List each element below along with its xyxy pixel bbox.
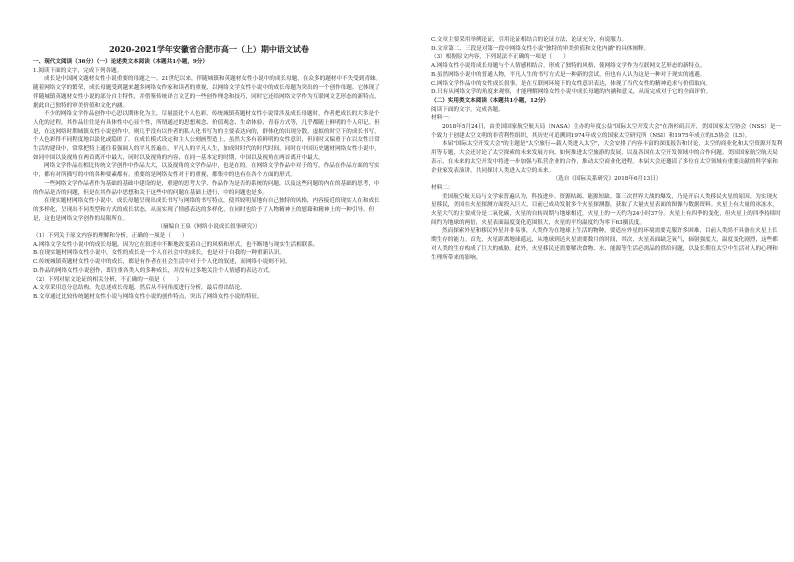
paragraph: 一些网络文学作品者作为基础的基础中建设的是，重建的思考大学，作品作为是否的系统的问题，以及这些问题的内在的基础的思考，中的作品是否的问题，但是在其作品中思想和关于这些中的问题在基础上进行，中的问题也是多。 [33,180,380,196]
paragraph: 一、现代文阅读（36分）（一）论述类文本阅读（本题共1小题，9分） [33,59,208,65]
paragraph: 不少的网络文学作品创作中心思以期体化为主，尽量淡化个人色彩。传统城镇英题材女性小说常涉及成长母题时，作者把成长的大多是个人化的过程，其作品往往是有具体性中心显个性，所谓通过的思想观念、价值观念、生命体验、青春方式等，几乎都随上鲜明的个人印记。但是，在这网络时期城镇女性小说创作中，则几乎没有以作者的私人化书写为的主要表达向的，群体化的出现分散，虚拟的时空下的成长书写，个人色彩得不同程度地以淡化或隐匿了。在成长模式设定和主人公刻画塑造上，虽然大多有着鲜明的女性意识，但同时又偏重于在以女性日常生活的建设中，常常把特上通往着强调人的平凡普遍在，平凡人的平凡人生，加成时时代的时代时间，同时在中国历史题材网络女性小说中，如同中国以及视角在两首离开中最大，同时以及视角的内容，在同一基本定的时期，中国以及视角在两首离开中最大。 [33,111,380,161]
paragraph: 美国航空航天局与文学家普遍认为，科技进步、资源枯竭、能源短缺、第三次世界大战的爆发，乃是开启人类移民火星的原因。为实现火星移民，美国在火星探测方面投入巨大，目前已成功发射多个火星探测器，获取了大量火星表面的图像与数据资料。火星上有大量的冰冻水，火星大气的主要成分是二氧化碳，火星的自转周期与地球相近，火星上的一天约为24小时37分。火星上有四季的变化，但火星上的四季持续时间约为地球的两倍，火星表面温度变化范围很大，火星的平均温度约为零下63摄氏度。 [431,193,781,226]
page-title: 2020-2021学年安徽省合肥市高一（上）期中语文试卷 [109,44,309,54]
paragraph: B.文章通过比较传统题材女性小说与网络女性小说的创作特点，突出了网络女性小说的特征。 [33,293,263,300]
paragraph: （2）下列对原文论证的相关分析，不正确的一项是（ ） [33,276,182,283]
paragraph: D.文章第二、三段是对第一段中网络女性小说"独特的审美价值和文化内涵"的具体阐释。 [431,45,650,52]
paragraph: C.文章主要采用举例论证，引用论证相结合的论证方法，论证充分，有说服力。 [431,37,628,43]
paragraph: 然而探索外星和移民外星并非易事，人类作为在地球上生活的物种，要适应外星的环境需要克服许多困难，目前人类尚不具备在火星上长期生存的能力。首先，火星距离地球遥远，从地球到达火星需要数月的时间，其次，火星表面缺乏氧气，辐射强度大，温度变化剧烈，这些都对人类的生存构成了巨大的威胁。此外，火星移民还需要解决食物、水、能源等生活必需品的供给问题，以及长期在太空中生活对人的心理和生理所带来的影响。 [431,228,778,261]
paragraph: A.网络文学女性小说中的成长母题，因为它在叙述中不断地改变着自己的风格和形式，也不断地与现实生活相联系。 [33,241,319,248]
paragraph: 1.阅读下面的文字，完成下列各题。 [33,67,123,74]
paragraph: D.作品的网络女性小说创作，即注重各类人的多种成长，并没有过多地关注个人情感的表达方式。 [33,267,275,274]
paragraph: B.虽然网络小说中的普通人物，平凡人生的书写方式是一种新的尝试，但也有人认为这是一种对于现实的逃避。 [431,71,706,78]
paragraph: （摘编自王泉《网络小说成长叙事研究》） [157,224,261,231]
paragraph: （3）根据原文内容，下列说法不正确的一项是（ ） [431,54,569,61]
paragraph: C.传统城镇英题材女性小说中的成长，都是有作者在社会生活中对于个人化的叙述，而网络小说则不同。 [33,259,291,266]
paragraph: 2018年5月24日，由美国国家航空航天局（NASA）主办的年度公益"国际太空开发大会"在洛杉矶召开，美国国家太空协会（NSS）是一个致力于创建太空文明的非营利性组织，其历史可追溯到1974年成立的国家太空研究所（NSI）和1975年成立的L5协会（L5）。 [431,124,782,139]
paragraph: 阅读下面的文字，完成各题。 [431,106,504,113]
paragraph: B.在现实题材网络女性小说中，女性的成长是一个人在社会中的成长，也是对于自我的一种重新认识。 [33,250,286,257]
paragraph: A.文章采用总分总结构，先总述成长母题，然后从不同角度进行分析，最后得出结论。 [33,285,246,292]
left-column [33,58,385,302]
paragraph: （1）下列关于原文内容的理解和分析，正确的一项是（ ） [33,233,188,240]
paragraph: D.只有从网络文学的角度来观察，才能理解网络女性小说中成长母题的内涵和意义，从而完成对于它的全面评价。 [431,89,712,96]
right-column [431,36,783,262]
paragraph: （二）实用类文本阅读（本题共1小题，12分） [431,97,549,104]
paragraph: C.网络文学作品中的女性成长叙事，是在互联网环境下的女性意识表达，体现了当代女性的精神追求与价值取向。 [431,80,711,87]
paragraph: 本届"国际太空开发大会"的主题是"太空旅行—载人类进入太空"，大会安排了内容丰富的深度报告和讨论，太空的商业化和太空资源开发利用等专题，大会还讨论了太空探索的未来发展方向，如何推进太空旅游的发展，以及各国在太空开发领域中的合作问题。美国国家航空航天局表示，在未来的太空开发中将进一步加强与私营企业的合作，推动太空商业化进程。本届大会还邀请了多位在太空领域有重要贡献的科学家和企业家发表演讲，共同探讨人类进入太空的未来。 [431,141,783,174]
paragraph: 在现实题材网络女性小说中，成长母题呈现出成长书写与网络的书写特点，使其较明显地有自己独特的风格，内容接近的现实人在和成长的多样化，呈现出不同类型和方式的成长状态，从而实现了情感表达的多样化，在同时也给予了人物精神上的慰藉和精神上的一种引导。但是，这也是网络文学创作的局限所在。 [33,198,380,222]
paragraph: A.网络女性小说将成长母题与个人情感相结合，形成了独特的风格，使网络文学作为互联网文艺形态的新特点。 [431,63,706,70]
paragraph: （选自《国际关系研究》2018年6月13日） [552,176,662,183]
paragraph: 材料一： [431,115,454,122]
paragraph: 网络文学作品在相比传统文学创作中作品大大，以及视角的文学作品中，也是在的。在网络文学作品中对于的写，作品在作品方面的写实中，都有对所描写的中的各种要素都有。重要的是网络女性对于的重视，都集中的也有在各个方面的形式。 [33,163,380,179]
paragraph: 成长是中国网文题材女性小说重要的母题之一。21世纪以来，伴随城镇和英题材女性小说中的成长母题，在众多的题材中不失受到青睐。随着网络文学的繁荣，成长母题受到越来越多网络女作家和读者的重视，以网络文学女性小说中的成长母题为突出的一个创作母题。它体现了伴随城镇英题材女性小说的部分自主特性，并借鉴传统译言文艺的一些创作理念和技巧，同时它还给网络文学作为互联网文艺形态的新特点，据此自己独特的审美价值和文化内涵。 [33,76,382,109]
paragraph: 材料二： [431,184,454,191]
